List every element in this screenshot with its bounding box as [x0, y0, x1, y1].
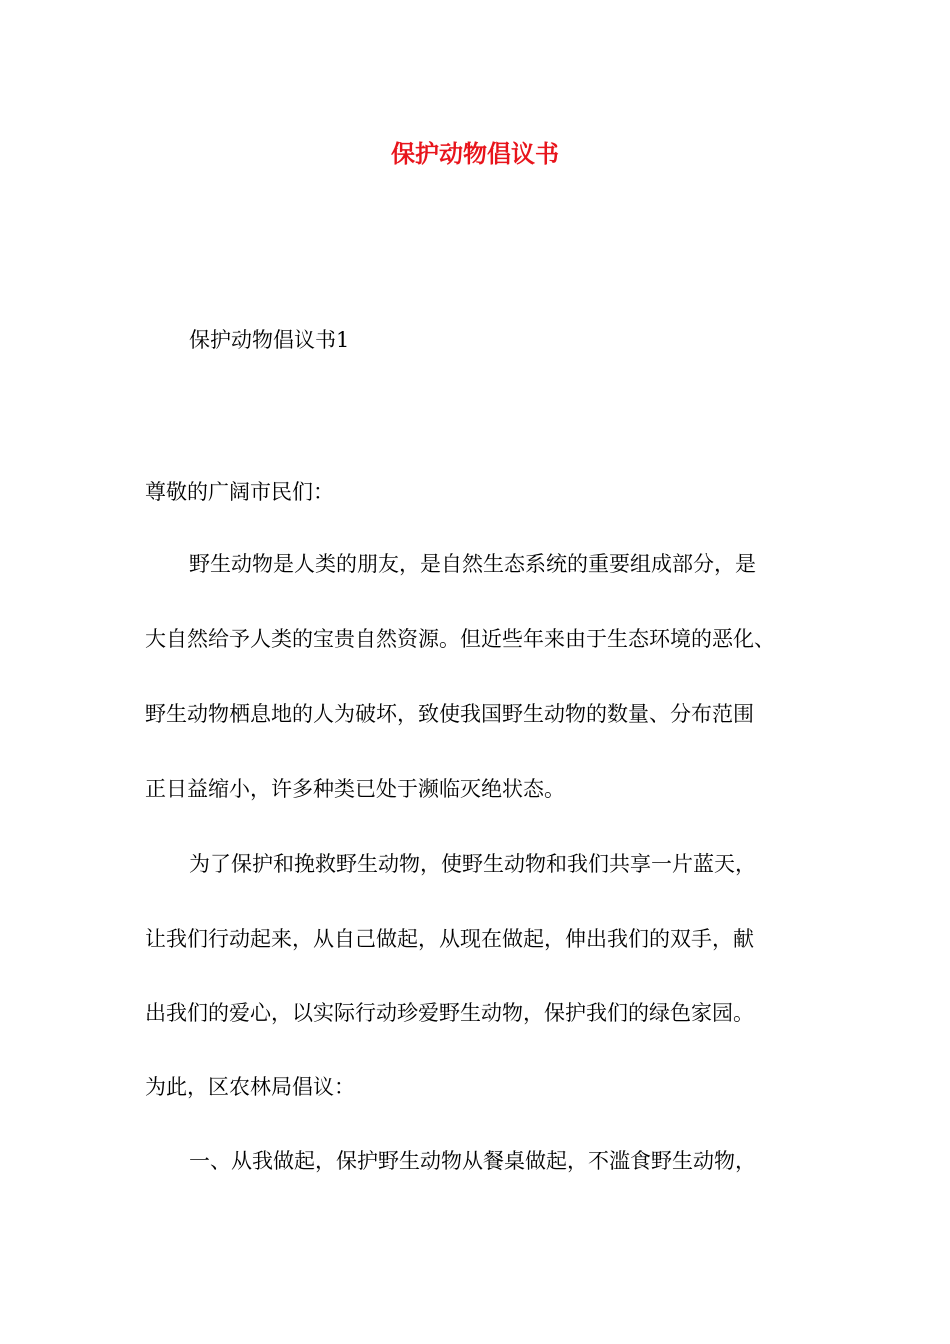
section-heading: 保护动物倡议书1 — [189, 328, 350, 352]
paragraph-line: 大自然给予人类的宝贵自然资源。但近些年来由于生态环境的恶化、 — [145, 627, 775, 651]
paragraph-line: 野生动物栖息地的人为破坏，致使我国野生动物的数量、分布范围 — [145, 702, 754, 726]
paragraph-line: 正日益缩小，许多种类已处于濒临灭绝状态。 — [145, 777, 565, 801]
paragraph-line: 为了保护和挽救野生动物，使野生动物和我们共享一片蓝天， — [189, 852, 756, 876]
paragraph-line: 让我们行动起来，从自己做起，从现在做起，伸出我们的双手，献 — [145, 927, 754, 951]
salutation: 尊敬的广阔市民们： — [145, 480, 334, 504]
paragraph-line: 一、从我做起，保护野生动物从餐桌做起，不滥食野生动物， — [189, 1149, 756, 1173]
paragraph-line: 为此，区农林局倡议： — [145, 1075, 355, 1099]
document-title: 保护动物倡议书 — [391, 139, 559, 168]
paragraph-line: 出我们的爱心，以实际行动珍爱野生动物，保护我们的绿色家园。 — [145, 1001, 754, 1025]
paragraph-line: 野生动物是人类的朋友，是自然生态系统的重要组成部分，是 — [189, 552, 756, 576]
